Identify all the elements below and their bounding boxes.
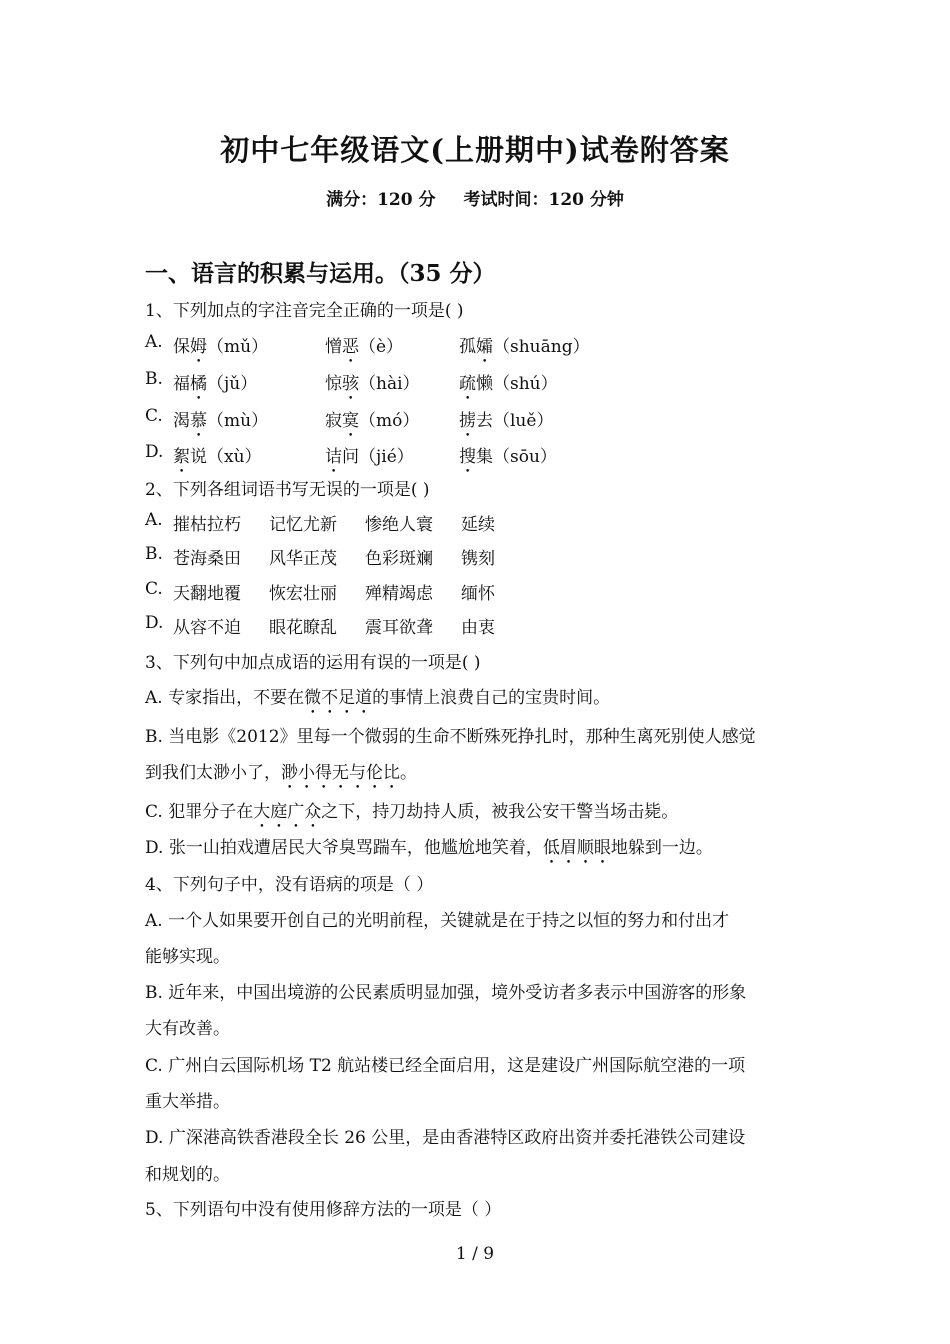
question-4-line: 能够实现。 bbox=[145, 947, 230, 967]
question-4-line: 和规划的。 bbox=[145, 1165, 230, 1185]
pinyin-item: 诘问（jié） bbox=[325, 447, 414, 467]
question-4-stem: 4、下列句子中，没有语病的项是（ ） bbox=[145, 875, 434, 895]
dotted-idiom: 渺小得无与伦比 bbox=[281, 763, 400, 783]
dotted-idiom: 微不足道 bbox=[304, 688, 373, 708]
pinyin-item: 福橘（jǔ） bbox=[173, 374, 258, 394]
question-3-stem: 3、下列句中加点成语的运用有误的一项是( ) bbox=[145, 653, 481, 673]
question-4-line: A. 一个人如果要开创自己的光明前程，关键就是在于持之以恒的努力和付出才 bbox=[145, 911, 730, 931]
dotted-character: 寞 bbox=[342, 411, 359, 431]
word-item: 缅怀 bbox=[461, 584, 495, 604]
page-title: 初中七年级语文(上册期中)试卷附答案 bbox=[220, 133, 730, 167]
question-4-line: 大有改善。 bbox=[145, 1019, 230, 1039]
question-4-line: B. 近年来，中国出境游的公民素质明显加强，境外受访者多表示中国游客的形象 bbox=[145, 983, 747, 1003]
dotted-idiom: 低眉顺眼 bbox=[542, 838, 611, 858]
question-1-option-label: A. bbox=[145, 332, 163, 352]
dotted-character: 疏 bbox=[459, 374, 476, 394]
word-item: 殚精竭虑 bbox=[365, 584, 433, 604]
dotted-character: 姆 bbox=[190, 337, 207, 357]
pinyin-item: 寂寞（mó） bbox=[325, 411, 420, 431]
word-item: 惨绝人寰 bbox=[365, 515, 433, 535]
word-item: 镌刻 bbox=[461, 549, 495, 569]
question-4-line: C. 广州白云国际机场 T2 航站楼已经全面启用，这是建设广州国际航空港的一项 bbox=[145, 1056, 746, 1076]
dotted-character: 搜 bbox=[459, 447, 476, 467]
dotted-character: 诘 bbox=[325, 447, 342, 467]
word-item: 风华正茂 bbox=[269, 549, 337, 569]
exam-time: 考试时间：120 分钟 bbox=[463, 190, 624, 210]
question-1-option-label: D. bbox=[145, 442, 164, 462]
question-3-option-b: B. 当电影《2012》里每一个微弱的生命不断殊死挣扎时，那种生离死别使人感觉 bbox=[145, 727, 756, 747]
pinyin-item: 憎恶（è） bbox=[325, 337, 404, 357]
pinyin-item: 疏懒（shú） bbox=[459, 374, 558, 394]
total-score: 满分：120 分 bbox=[326, 190, 436, 210]
pinyin-item: 絮说（xù） bbox=[173, 447, 262, 467]
question-3-option-d: D. 张一山拍戏遭居民大爷臭骂踹车，他尴尬地笑着，低眉顺眼地躲到一边。 bbox=[145, 838, 713, 858]
question-4-line: D. 广深港高铁香港段全长 26 公里，是由香港特区政府出资并委托港铁公司建设 bbox=[145, 1128, 746, 1148]
exam-meta bbox=[0, 185, 950, 210]
pinyin-item: 保姆（mǔ） bbox=[173, 337, 269, 357]
question-3-option-a: A. 专家指出，不要在微不足道的事情上浪费自己的宝贵时间。 bbox=[145, 688, 611, 708]
dotted-character: 孀 bbox=[476, 337, 493, 357]
pinyin-item: 掳去（luě） bbox=[459, 411, 554, 431]
word-item: 震耳欲聋 bbox=[365, 618, 433, 638]
question-1-stem: 1、下列加点的字注音完全正确的一项是( ) bbox=[145, 301, 464, 321]
question-2-option-label: A. bbox=[145, 510, 163, 530]
question-1-option-label: B. bbox=[145, 369, 163, 389]
pinyin-item: 惊骇（hài） bbox=[325, 374, 420, 394]
question-3-option-c: C. 犯罪分子在大庭广众之下，持刀劫持人质，被我公安干警当场击毙。 bbox=[145, 802, 679, 822]
page-number: 1 / 9 bbox=[455, 1244, 495, 1264]
word-item: 记忆尤新 bbox=[269, 515, 337, 535]
dotted-character: 掳 bbox=[459, 411, 476, 431]
pinyin-item: 渴慕（mù） bbox=[173, 411, 269, 431]
dotted-character: 恶 bbox=[342, 337, 359, 357]
dotted-character: 橘 bbox=[190, 374, 207, 394]
dotted-idiom: 大庭广众 bbox=[253, 802, 322, 822]
question-1-option-label: C. bbox=[145, 406, 163, 426]
question-4-line: 重大举措。 bbox=[145, 1092, 230, 1112]
question-2-stem: 2、下列各组词语书写无误的一项是( ) bbox=[145, 480, 430, 500]
question-2-option-label: B. bbox=[145, 544, 163, 564]
question-5-stem: 5、下列语句中没有使用修辞方法的一项是（ ） bbox=[145, 1200, 502, 1220]
word-item: 天翻地覆 bbox=[173, 584, 241, 604]
word-item: 由衷 bbox=[461, 618, 495, 638]
pinyin-item: 孤孀（shuāng） bbox=[459, 337, 590, 357]
word-item: 眼花瞭乱 bbox=[269, 618, 337, 638]
word-item: 恢宏壮丽 bbox=[269, 584, 337, 604]
word-item: 摧枯拉朽 bbox=[173, 515, 241, 535]
dotted-character: 慕 bbox=[190, 411, 207, 431]
pinyin-item: 搜集（sōu） bbox=[459, 447, 557, 467]
word-item: 苍海桑田 bbox=[173, 549, 241, 569]
section-heading: 一、语言的积累与运用。（35 分） bbox=[145, 260, 496, 287]
dotted-character: 骇 bbox=[342, 374, 359, 394]
question-2-option-label: D. bbox=[145, 613, 164, 633]
word-item: 从容不迫 bbox=[173, 618, 241, 638]
word-item: 色彩斑斓 bbox=[365, 549, 433, 569]
question-2-option-label: C. bbox=[145, 579, 163, 599]
word-item: 延续 bbox=[461, 515, 495, 535]
question-3-option-b-cont: 到我们太渺小了，渺小得无与伦比。 bbox=[145, 763, 417, 783]
dotted-character: 絮 bbox=[173, 447, 190, 467]
